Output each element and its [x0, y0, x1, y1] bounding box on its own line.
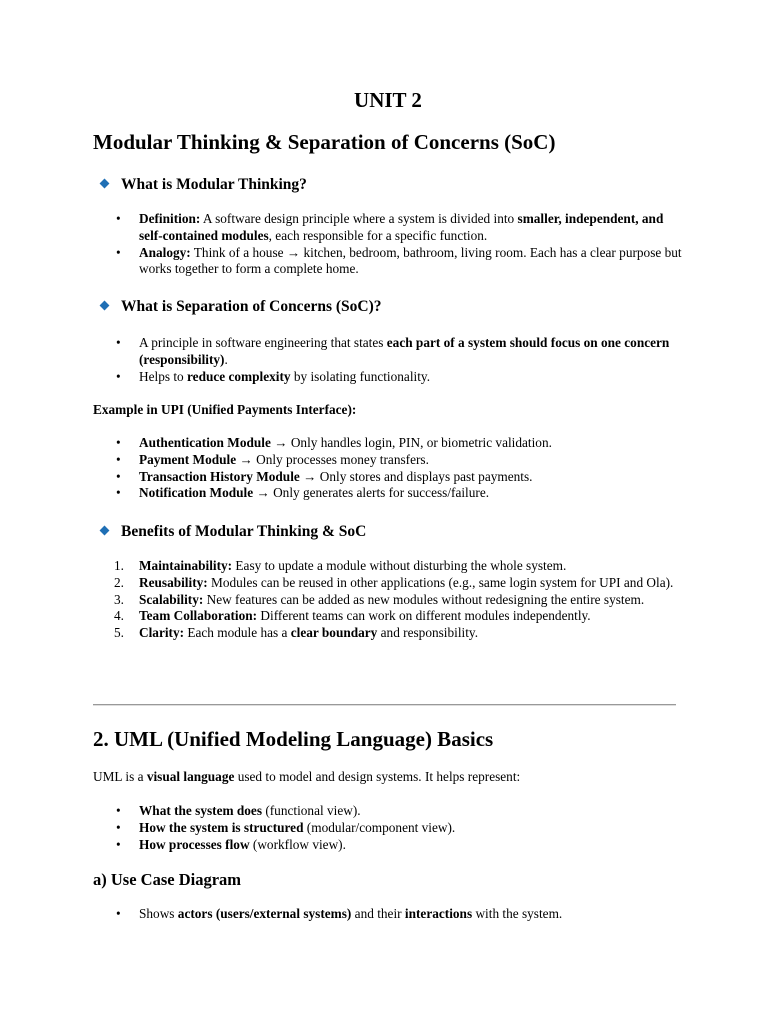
example-list [116, 435, 687, 502]
emphasis: reduce complexity [187, 368, 291, 384]
text: and their [351, 906, 405, 921]
use-case-heading: a) Use Case Diagram [93, 870, 242, 889]
modular-heading [121, 176, 307, 194]
uml-list [116, 803, 687, 853]
term: Analogy: [139, 244, 191, 260]
soc-heading [121, 298, 382, 316]
horizontal-divider [93, 704, 676, 706]
benefits-heading-text: Benefits of Modular Thinking & SoC [121, 523, 367, 540]
term: How processes flow [139, 836, 250, 852]
list-item [116, 485, 687, 502]
soc-heading-text: What is Separation of Concerns (SoC)? [121, 298, 382, 315]
modular-list [116, 211, 687, 278]
list-number: 2. [114, 574, 124, 590]
text: with the system. [472, 906, 563, 921]
list-number: 4. [114, 608, 124, 624]
term: Definition: [139, 211, 201, 226]
bullet-icon: • [116, 819, 121, 835]
emphasis: smaller, independent, and self-contained modules [139, 211, 664, 243]
list-item [116, 803, 687, 820]
emphasis: each part of a system should focus on one concern (responsibility) [139, 335, 670, 367]
text: Shows [139, 906, 178, 921]
text: → Only processes money transfers. [236, 451, 429, 467]
list-item [114, 608, 687, 625]
modular-heading-text: What is Modular Thinking? [121, 176, 307, 193]
unit-title: UNIT 2 [354, 88, 422, 112]
benefits-list [114, 558, 687, 642]
diamond-bullet-icon [100, 301, 110, 311]
text: Helps to [139, 368, 188, 384]
diamond-bullet-icon [100, 526, 110, 536]
list-item [116, 906, 687, 923]
bullet-icon: • [116, 211, 121, 226]
list-number: 3. [114, 591, 124, 607]
text: Different teams can work on different modules independently. [257, 608, 591, 624]
list-item [114, 558, 687, 575]
term: Payment Module [139, 451, 237, 467]
term: Scalability: [139, 591, 204, 607]
list-item [116, 368, 687, 386]
bullet-icon: • [116, 906, 121, 921]
text: (functional view). [262, 803, 361, 818]
use-case-list [116, 906, 687, 923]
list-number: 1. [114, 558, 124, 573]
text: used to model and design systems. It helps represent: [234, 769, 521, 784]
list-item [114, 591, 687, 609]
section1-title: Modular Thinking & Separation of Concerns (SoC) [93, 130, 556, 154]
term: Authentication Module [139, 435, 271, 450]
list-item [116, 468, 687, 486]
bullet-icon: • [116, 335, 121, 350]
list-item [116, 819, 687, 837]
term: What the system does [139, 803, 262, 818]
term: Clarity: [139, 625, 185, 641]
emphasis: clear boundary [290, 625, 378, 641]
text: Think of a house → kitchen, bedroom, bathroom, living room. Each has a clear purpose but works together to form a complete home. [139, 244, 682, 277]
list-item [116, 451, 687, 469]
text: → Only stores and displays past payments. [299, 468, 533, 484]
bullet-icon: • [116, 803, 121, 818]
text: UML is a [93, 769, 147, 784]
example-heading-text: Example in UPI (Unified Payments Interface): [93, 402, 357, 417]
text: , each responsible for a specific function. [268, 227, 488, 243]
text: New features can be added as new modules without redesigning the entire system. [203, 591, 645, 607]
bullet-icon: • [116, 435, 121, 450]
list-item [116, 244, 687, 279]
term: Transaction History Module [139, 468, 300, 484]
bullet-icon: • [116, 468, 121, 484]
list-item [116, 211, 687, 245]
diamond-bullet-icon [100, 179, 110, 189]
text: → Only generates alerts for success/failure. [253, 485, 490, 501]
text: Modules can be reused in other applications (e.g., same login system for UPI and Ola). [207, 574, 674, 590]
text: (workflow view). [249, 836, 346, 852]
emphasis: interactions [404, 906, 473, 921]
list-item [116, 435, 687, 452]
text: Each module has a [184, 625, 291, 641]
bullet-icon: • [116, 451, 121, 467]
list-item [114, 574, 687, 592]
term: How the system is structured [139, 819, 304, 835]
bullet-icon: • [116, 836, 121, 852]
bullet-icon: • [116, 485, 121, 501]
text: and responsibility. [377, 625, 479, 641]
text: A principle in software engineering that states [139, 335, 387, 350]
list-number: 5. [114, 625, 124, 641]
text: (modular/component view). [303, 819, 456, 835]
example-heading [93, 401, 356, 418]
term: Reusability: [139, 574, 208, 590]
emphasis: visual language [146, 769, 235, 784]
list-item [116, 335, 687, 369]
list-item [114, 625, 687, 642]
list-item [116, 836, 687, 854]
text: A software design principle where a system is divided into [200, 211, 518, 226]
text: → Only handles login, PIN, or biometric validation. [270, 435, 552, 450]
soc-list [116, 335, 687, 385]
text: by isolating functionality. [290, 368, 431, 384]
uml-intro [93, 768, 520, 785]
term: Team Collaboration: [139, 608, 258, 624]
text: Easy to update a module without disturbing the whole system. [232, 558, 567, 573]
term: Maintainability: [139, 558, 233, 573]
term: Notification Module [139, 485, 254, 501]
benefits-heading [121, 523, 366, 541]
emphasis: actors (users/external systems) [177, 906, 352, 921]
bullet-icon: • [116, 368, 121, 384]
section2-title: 2. UML (Unified Modeling Language) Basics [93, 727, 494, 751]
text: . [224, 351, 228, 367]
bullet-icon: • [116, 244, 121, 260]
